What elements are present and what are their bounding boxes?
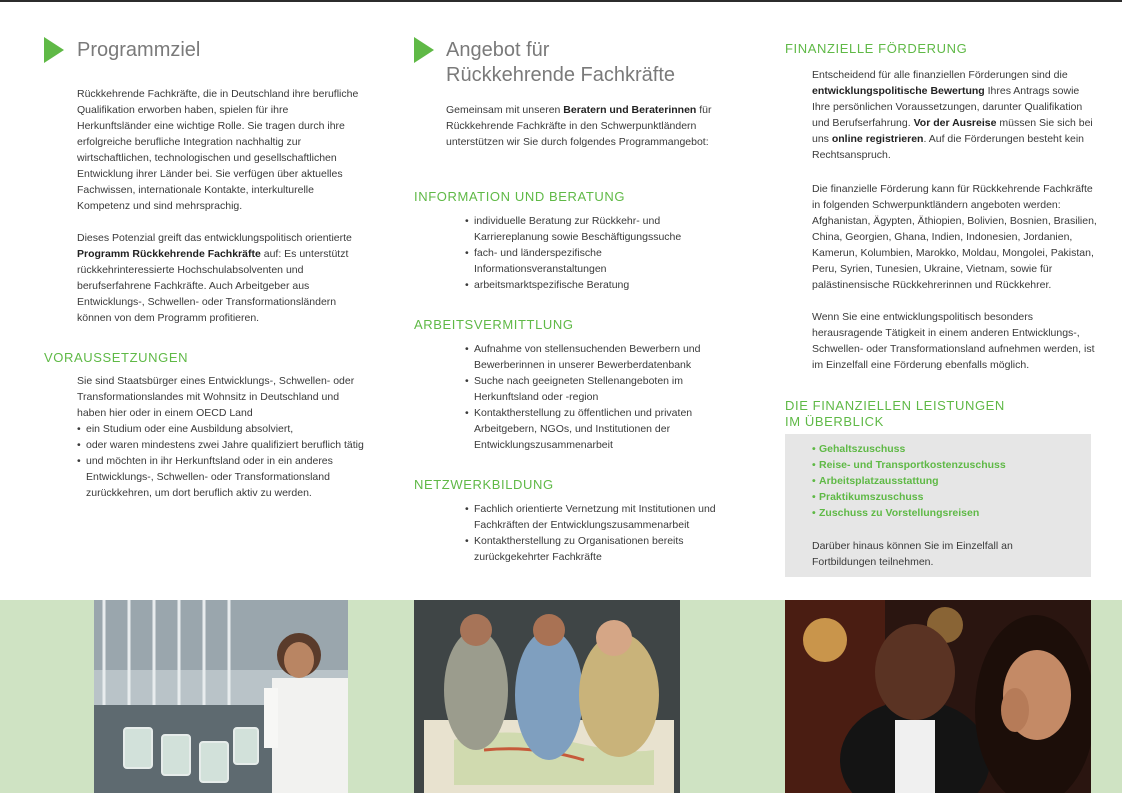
- list-item: • fach- und länderspezifische Informationsveranstaltungen: [465, 245, 705, 277]
- foerderung-title: FINANZIELLE FÖRDERUNG: [785, 41, 968, 56]
- photo-laboratory: [94, 600, 348, 793]
- list-item: • ein Studium oder eine Ausbildung absolviert,: [77, 421, 367, 437]
- list-item: • Arbeitsplatzausstattung: [812, 473, 1006, 489]
- list-item: • Aufnahme von stellensuchenden Bewerbern und Bewerberinnen in unserer Bewerberdatenbank: [465, 341, 717, 373]
- programmziel-p2-c: auf: Es unterstützt rückkehrinteressierte Hochschulabsolventen und berufserfahrene Fachkräfte. Auch Arbeitgeber aus Entwicklungs-, Schwellen- oder Transformationsländern können von dem Programm profitieren.: [77, 248, 349, 324]
- list-item: • Suche nach geeigneten Stellenangeboten im Herkunftsland oder -region: [465, 373, 717, 405]
- list-item: • Kontaktherstellung zu Organisationen bereits zurückgekehrter Fachkräfte: [465, 533, 727, 565]
- voraussetzungen-list: [77, 421, 367, 501]
- list-item: • Reise- und Transportkostenzuschuss: [812, 457, 1006, 473]
- leistungen-title-line-1: DIE FINANZIELLEN LEISTUNGEN: [785, 398, 1005, 413]
- angebot-title-line-2: Rückkehrende Fachkräfte: [446, 64, 676, 86]
- list-item: • Gehaltszuschuss: [812, 441, 1006, 457]
- list-item: • Zuschuss zu Vorstellungsreisen: [812, 505, 1006, 521]
- foerderung-p1-a: Entscheidend für alle finanziellen Förderungen sind die: [812, 69, 1068, 81]
- foerderung-paragraph-2: Die finanzielle Förderung kann für Rückkehrende Fachkräfte in folgenden Schwerpunktländern angeboten werden: Afghanistan, Ägypten, Äthiopien, Bolivien, Bosnien, Brasilien, China, Georgien, Ghana, Indien, Indonesien, Jordanien, Kamerun, Kolumbien, Marokko, Moldau, Mongolei, Pakistan, Peru, Syrien, Tunesien, Ukraine, Vietnam, sowie für palästinensische Rückkehrerinnen und Rückkehrer.: [812, 183, 1097, 291]
- angebot-title-line-1: Angebot für: [446, 39, 550, 61]
- foerderung-paragraph-1: [812, 67, 1097, 163]
- voraussetzungen-title: VORAUSSETZUNGEN: [44, 350, 189, 365]
- list-item: • Kontaktherstellung zu öffentlichen und privaten Arbeitgebern, NGOs, und Institutionen der Entwicklungszusammenarbeit: [465, 405, 717, 453]
- foerderung-p1-e: müssen Sie sich bei uns: [812, 117, 1093, 145]
- angebot-p-b: Beratern und Beraterinnen: [563, 104, 697, 116]
- list-item: • und möchten in ihr Herkunftsland oder in ein anderes Entwicklungs-, Schwellen- oder Transformationsland zurückkehren, um dort beruflich aktiv zu werden.: [77, 453, 367, 501]
- leistungen-title-line-2: IM ÜBERBLICK: [785, 414, 884, 429]
- photo-people-smiling: [785, 600, 1091, 793]
- list-item: • oder waren mindestens zwei Jahre qualifiziert beruflich tätig: [77, 437, 367, 453]
- leistungen-list: [812, 441, 1006, 521]
- foerderung-p1-g: . Auf die Förderungen besteht kein Rechtsanspruch.: [812, 133, 1084, 161]
- list-item: • Fachlich orientierte Vernetzung mit Institutionen und Fachkräften der Entwicklungszusammenarbeit: [465, 501, 727, 533]
- programmziel-p2-b: Programm Rückkehrende Fachkräfte: [77, 248, 261, 260]
- top-rule: [0, 0, 1122, 2]
- angebot-paragraph: [446, 102, 716, 150]
- foerderung-p1-b: entwicklungspolitische Bewertung: [812, 85, 985, 97]
- arrow-right-icon: [44, 37, 64, 63]
- angebot-p-c: für Rückkehrende Fachkräfte in den Schwerpunktländern unterstützen wir Sie durch folgendes Programmangebot:: [446, 104, 712, 148]
- programmziel-p2-a: Dieses Potenzial greift das entwicklungspolitisch orientierte: [77, 232, 352, 244]
- arbeitsvermittlung-list: [465, 341, 717, 453]
- leistungen-footer: Darüber hinaus können Sie im Einzelfall an Fortbildungen teilnehmen.: [812, 540, 1013, 568]
- programmziel-paragraph-2: [77, 230, 359, 326]
- list-item: • individuelle Beratung zur Rückkehr- und Karriereplanung sowie Beschäftigungssuche: [465, 213, 705, 245]
- information-title: INFORMATION UND BERATUNG: [414, 189, 626, 204]
- foerderung-p1-d: Vor der Ausreise: [913, 117, 997, 129]
- voraussetzungen-intro: Sie sind Staatsbürger eines Entwicklungs-, Schwellen- oder Transformationslandes mit Wohnsitz in Deutschland und haben hier oder in einem OECD Land: [77, 375, 355, 419]
- information-list: [465, 213, 705, 293]
- arbeitsvermittlung-title: ARBEITSVERMITTLUNG: [414, 317, 574, 332]
- programmziel-title: Programmziel: [77, 39, 201, 61]
- arrow-right-icon: [414, 37, 434, 63]
- programmziel-paragraph-1: Rückkehrende Fachkräfte, die in Deutschland ihre berufliche Qualifikation erworben haben, spielen für ihre Herkunftsländer eine wichtige Rolle. Sie tragen durch ihre erfolgreiche berufliche Integration nachhaltig zur wirtschaftlichen, technologischen und gesellschaftlichen Entwicklung ihrer Länder bei. Sie verfügen über aktuelles Fachwissen, internationale Kontakte, interkulturelle Kompetenz und sind mehrsprachig.: [77, 88, 359, 212]
- foerderung-paragraph-3: Wenn Sie eine entwicklungspolitisch besonders herausragende Tätigkeit in einem anderen Entwicklungs-, Schwellen- oder Transformationsland aufnehmen werden, ist im Einzelfall eine Förderung ebenfalls möglich.: [812, 311, 1095, 371]
- angebot-p-a: Gemeinsam mit unseren: [446, 104, 564, 116]
- list-item: • arbeitsmarktspezifische Beratung: [465, 277, 705, 293]
- netzwerkbildung-list: [465, 501, 727, 565]
- foerderung-p1-c: Ihres Antrags sowie Ihre persönlichen Voraussetzungen, darunter Qualifikation und Berufserfahrung.: [812, 85, 1083, 129]
- photo-map-meeting: [414, 600, 680, 793]
- list-item: • Praktikumszuschuss: [812, 489, 1006, 505]
- netzwerkbildung-title: NETZWERKBILDUNG: [414, 477, 554, 492]
- foerderung-p1-f: online registrieren: [831, 133, 924, 145]
